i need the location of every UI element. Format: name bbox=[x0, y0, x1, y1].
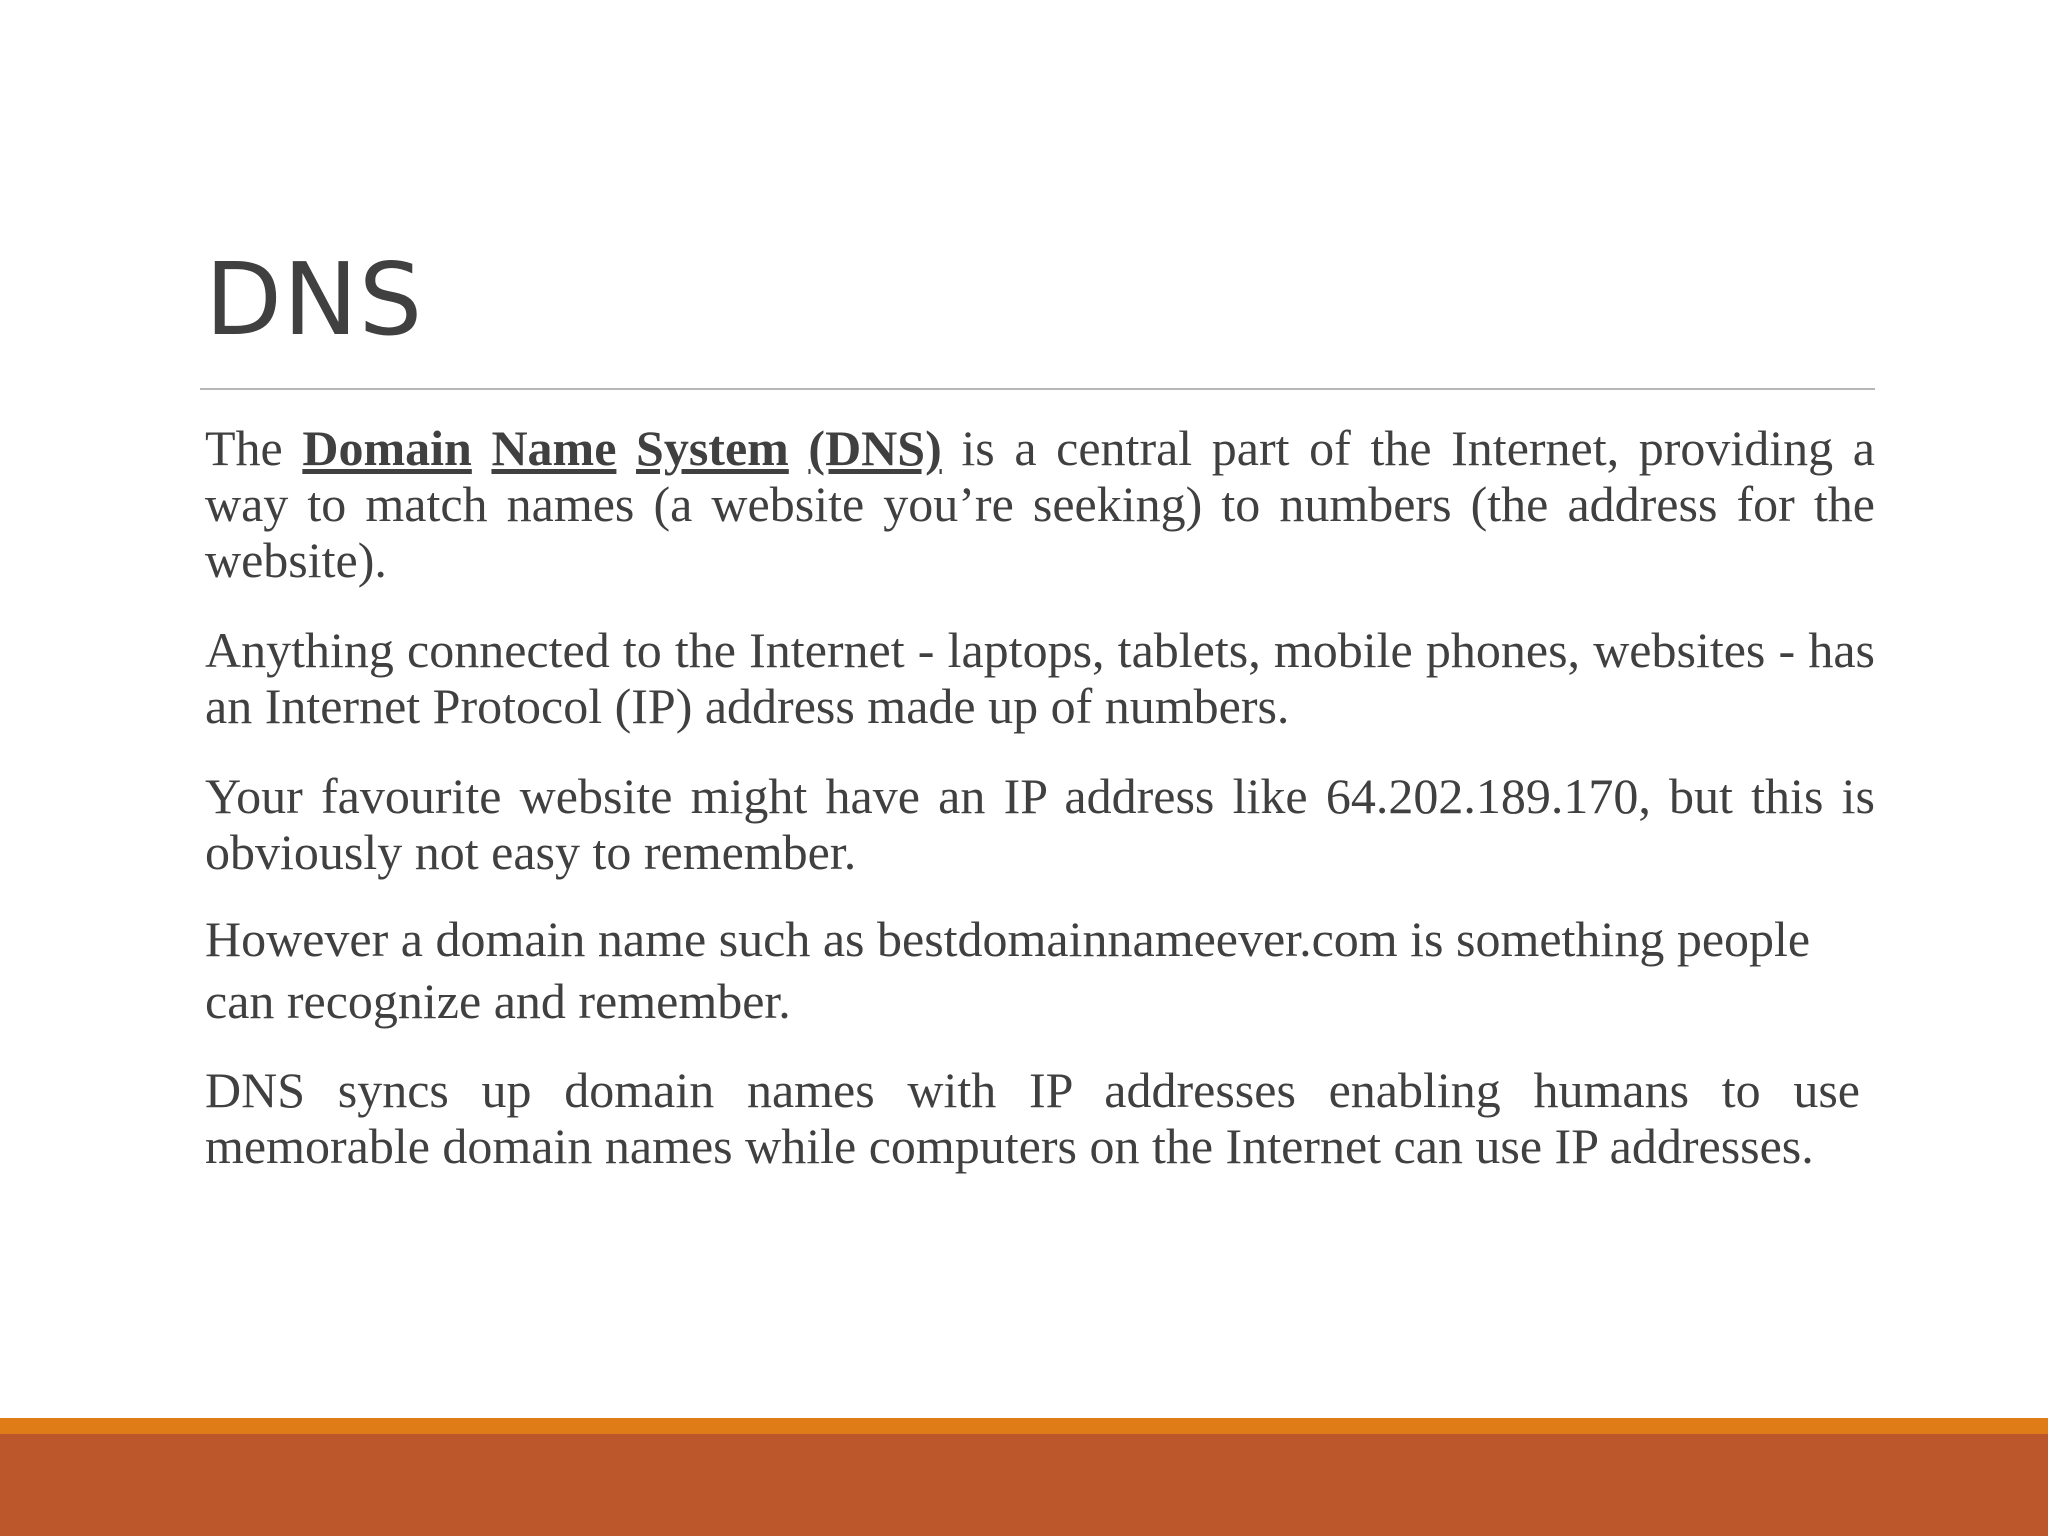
term-name: Name bbox=[491, 420, 617, 476]
paragraph-domain-name: However a domain name such as bestdomainnameever.com is something people can recognize and remember. bbox=[205, 911, 1811, 1029]
paragraph-rest-text: is a central part of the Internet, providing a way to match names (a website you’re seeking) to numbers (the address for the website). bbox=[205, 420, 1875, 588]
title-divider bbox=[200, 388, 1875, 390]
paragraph-dns-definition bbox=[205, 420, 1875, 588]
footer-band bbox=[0, 1434, 2048, 1536]
paragraph-ip-address: Anything connected to the Internet - laptops, tablets, mobile phones, websites - has an Internet Protocol (IP) address made up of numbers. bbox=[205, 622, 1875, 734]
footer-band-accent bbox=[0, 1418, 2048, 1434]
paragraph-dns-sync: DNS syncs up domain names with IP addresses enabling humans to use memorable domain names while computers on the Internet can use IP addresses. bbox=[205, 1062, 1860, 1174]
slide-title: DNS bbox=[205, 241, 424, 358]
slide-body bbox=[205, 420, 1875, 1174]
term-domain: Domain bbox=[302, 420, 472, 476]
paragraph-lead-text: The bbox=[205, 420, 303, 476]
paragraph-example-ip: Your favourite website might have an IP address like 64.202.189.170, but this is obviously not easy to remember. bbox=[205, 768, 1875, 880]
term-dns-acronym: (DNS) bbox=[808, 420, 942, 476]
term-system: System bbox=[636, 420, 789, 476]
